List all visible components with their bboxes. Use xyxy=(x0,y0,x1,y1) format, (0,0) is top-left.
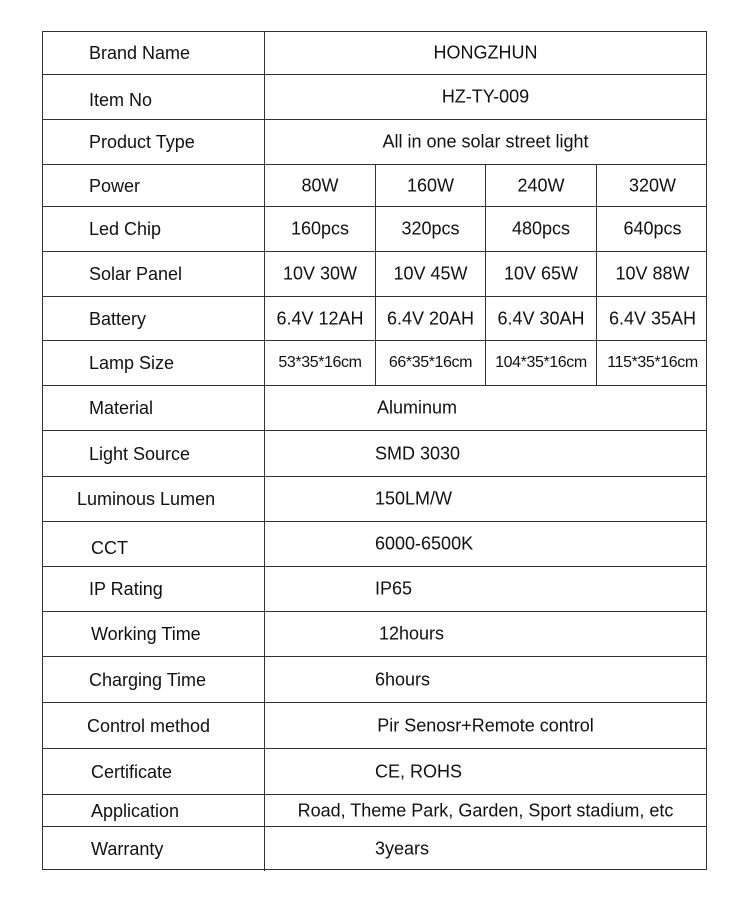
cell-text: 10V 45W xyxy=(393,263,468,284)
label-text: Brand Name xyxy=(89,43,191,63)
value-text: IP65 xyxy=(375,578,413,599)
value-text: CE, ROHS xyxy=(375,761,463,781)
spec-table xyxy=(42,31,707,870)
cell-text: 160W xyxy=(406,175,455,195)
value-control-method xyxy=(265,703,706,748)
cell-text: 10V 65W xyxy=(503,263,579,284)
row-warranty xyxy=(43,827,706,871)
row-led-chip xyxy=(43,207,706,252)
label-text: Charging Time xyxy=(89,669,207,690)
row-ip-rating xyxy=(43,567,706,612)
label-luminous-lumen xyxy=(43,477,265,521)
solar-panel-cell-4 xyxy=(597,252,708,296)
row-certificate xyxy=(43,749,706,795)
led-chip-cell-4 xyxy=(597,207,708,251)
value-item-no xyxy=(265,75,706,119)
value-text: Aluminum xyxy=(377,397,458,418)
lamp-size-cells xyxy=(265,341,706,385)
label-text: Solar Panel xyxy=(89,264,183,284)
label-text: Product Type xyxy=(89,132,195,152)
value-text: 3years xyxy=(375,838,430,859)
value-certificate xyxy=(265,749,706,794)
label-product-type xyxy=(43,120,265,164)
value-text: 6hours xyxy=(375,669,431,689)
value-text: All in one solar street light xyxy=(382,131,589,152)
value-text: 6000-6500K xyxy=(375,533,474,554)
value-product-type xyxy=(265,120,706,164)
row-battery xyxy=(43,297,706,341)
label-brand-name xyxy=(43,32,265,74)
cell-text: 10V 88W xyxy=(615,263,690,284)
cell-text: 6.4V 12AH xyxy=(276,308,364,328)
solar-panel-cell-1 xyxy=(265,252,376,296)
label-battery xyxy=(43,297,265,340)
label-text: Item No xyxy=(89,89,153,110)
led-chip-cell-2 xyxy=(376,207,486,251)
cell-text: 6.4V 35AH xyxy=(608,308,697,328)
cell-text: 6.4V 30AH xyxy=(497,308,585,328)
row-cct xyxy=(43,522,706,567)
value-light-source xyxy=(265,431,706,476)
lamp-size-cell-4 xyxy=(597,341,708,385)
lamp-size-cell-3 xyxy=(486,341,597,385)
cell-text: 640pcs xyxy=(623,218,682,239)
label-lamp-size xyxy=(43,341,265,385)
power-cell-4 xyxy=(597,165,708,206)
label-text: Warranty xyxy=(91,839,164,859)
value-material xyxy=(265,386,706,430)
value-text: 12hours xyxy=(379,623,445,644)
value-text: HONGZHUN xyxy=(433,42,538,63)
cell-text: 6.4V 20AH xyxy=(386,308,475,328)
cell-text: 320W xyxy=(628,175,677,195)
cell-text: 320pcs xyxy=(401,218,460,239)
value-text: HZ-TY-009 xyxy=(441,86,530,107)
label-text: Application xyxy=(91,800,180,821)
label-text: Luminous Lumen xyxy=(77,489,216,509)
label-text: Control method xyxy=(87,715,211,736)
power-cell-2 xyxy=(376,165,486,206)
label-text: Certificate xyxy=(91,761,173,782)
value-cct xyxy=(265,522,706,566)
label-control-method xyxy=(43,703,265,748)
solar-panel-cell-2 xyxy=(376,252,486,296)
label-charging-time xyxy=(43,657,265,702)
battery-cell-4 xyxy=(597,297,708,340)
row-material xyxy=(43,386,706,431)
cell-text: 66*35*16cm xyxy=(388,354,473,371)
label-solar-panel xyxy=(43,252,265,296)
label-light-source xyxy=(43,431,265,476)
row-charging-time xyxy=(43,657,706,703)
label-text: Power xyxy=(89,175,141,196)
cell-text: 115*35*16cm xyxy=(607,354,698,371)
row-solar-panel xyxy=(43,252,706,297)
value-working-time xyxy=(265,612,706,656)
row-luminous-lumen xyxy=(43,477,706,522)
solar-panel-cell-3 xyxy=(486,252,597,296)
power-cell-1 xyxy=(265,165,376,206)
label-ip-rating xyxy=(43,567,265,611)
row-lamp-size xyxy=(43,341,706,386)
label-cct xyxy=(43,522,265,566)
cell-text: 10V 30W xyxy=(282,263,358,284)
label-text: CCT xyxy=(91,538,128,559)
label-certificate xyxy=(43,749,265,794)
label-working-time xyxy=(43,612,265,656)
power-cell-3 xyxy=(486,165,597,206)
row-brand-name xyxy=(43,32,706,75)
solar-panel-cells xyxy=(265,252,706,296)
value-charging-time xyxy=(265,657,706,702)
row-item-no xyxy=(43,75,706,120)
label-material xyxy=(43,386,265,430)
value-application xyxy=(265,795,706,826)
led-chip-cell-3 xyxy=(486,207,597,251)
row-control-method xyxy=(43,703,706,749)
label-application xyxy=(43,795,265,826)
row-power xyxy=(43,165,706,207)
label-item-no xyxy=(43,75,265,119)
lamp-size-cell-1 xyxy=(265,341,376,385)
label-text: Battery xyxy=(89,308,147,329)
row-light-source xyxy=(43,431,706,477)
value-text: SMD 3030 xyxy=(375,443,461,463)
cell-text: 80W xyxy=(301,175,339,195)
led-chip-cell-1 xyxy=(265,207,376,251)
battery-cell-1 xyxy=(265,297,376,340)
cell-text: 104*35*16cm xyxy=(495,354,587,371)
battery-cell-2 xyxy=(376,297,486,340)
row-product-type xyxy=(43,120,706,165)
cell-text: 53*35*16cm xyxy=(278,354,362,371)
battery-cell-3 xyxy=(486,297,597,340)
value-text: Pir Senosr+Remote control xyxy=(377,715,594,735)
label-led-chip xyxy=(43,207,265,251)
label-warranty xyxy=(43,827,265,871)
led-chip-cells xyxy=(265,207,706,251)
value-warranty xyxy=(265,827,706,871)
battery-cells xyxy=(265,297,706,340)
power-cells xyxy=(265,165,706,206)
cell-text: 240W xyxy=(517,175,565,195)
label-text: Led Chip xyxy=(89,219,162,239)
label-power xyxy=(43,165,265,206)
value-text: Road, Theme Park, Garden, Sport stadium, etc xyxy=(297,800,674,820)
value-text: 150LM/W xyxy=(375,488,453,509)
row-working-time xyxy=(43,612,706,657)
lamp-size-cell-2 xyxy=(376,341,486,385)
cell-text: 480pcs xyxy=(511,218,571,239)
value-ip-rating xyxy=(265,567,706,611)
row-application xyxy=(43,795,706,827)
label-text: Working Time xyxy=(91,624,201,644)
label-text: IP Rating xyxy=(89,579,163,599)
value-luminous-lumen xyxy=(265,477,706,521)
value-brand-name xyxy=(265,32,706,74)
label-text: Material xyxy=(89,398,154,418)
label-text: Lamp Size xyxy=(89,353,175,373)
cell-text: 160pcs xyxy=(290,218,350,239)
label-text: Light Source xyxy=(89,443,191,464)
